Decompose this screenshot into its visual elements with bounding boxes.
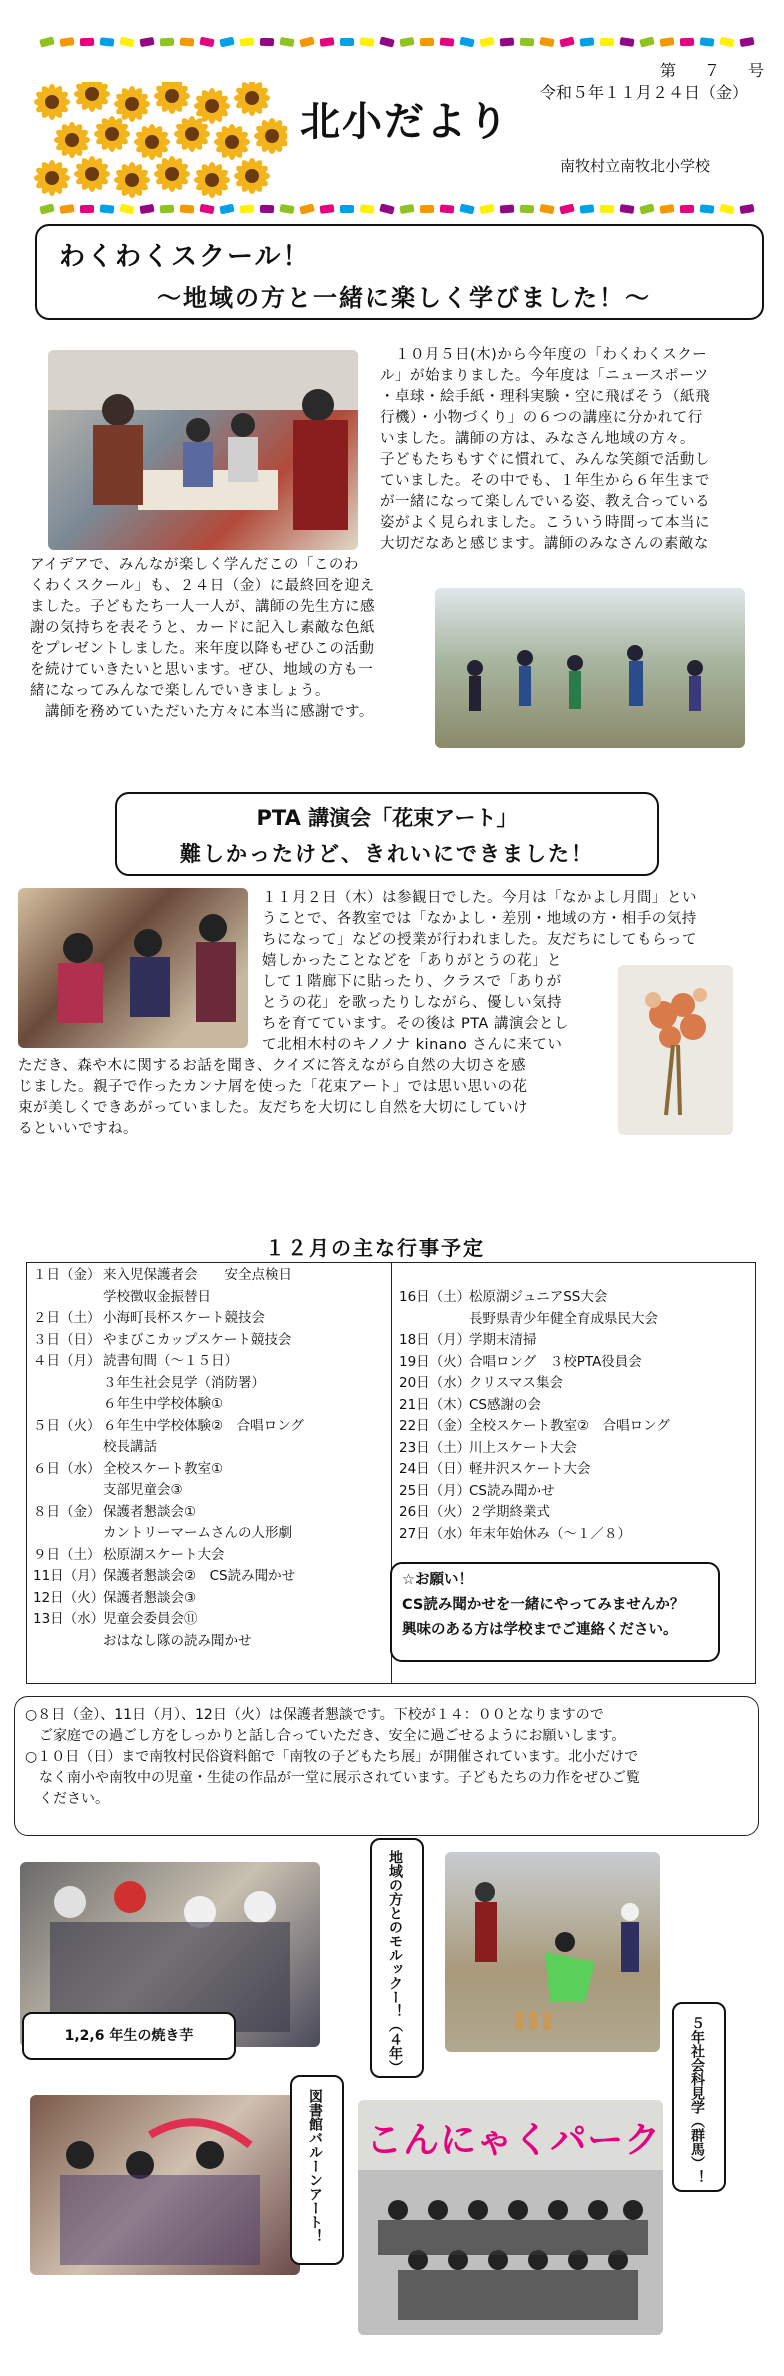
text-line: 行機）・小物づくり」の６つの講座に分かれて行 (380, 410, 703, 426)
balloon-art-photo (30, 2095, 300, 2275)
text-line: １１月２日（木）は参観日でした。今月は「なかよし月間」とい (262, 890, 697, 906)
schedule-event: カントリーマームさんの人形劇 (103, 1525, 292, 1541)
schedule-row (399, 1416, 670, 1438)
confetti-piece (660, 204, 675, 214)
confetti-piece (39, 36, 55, 47)
outdoor-game-photo (435, 588, 745, 748)
schedule-event: クリスマス集会 (469, 1375, 563, 1391)
text-line: とうの花」を歌ったりしながら、優しい気持 (262, 995, 562, 1011)
text-line: が一緒になって楽しんでいる姿、教え合っている (380, 494, 710, 510)
article2-heading-box (115, 792, 659, 876)
schedule-row (399, 1352, 670, 1374)
article2-subheading: 難しかったけど、きれいにできました！ (180, 842, 594, 866)
schedule-row (399, 1395, 670, 1417)
schedule-date: 18日（月） (399, 1332, 471, 1348)
confetti-piece (100, 204, 115, 213)
confetti-piece (680, 38, 694, 46)
confetti-piece (320, 204, 335, 214)
schedule-date: 27日（水） (399, 1525, 471, 1542)
schedule-row (33, 1502, 304, 1524)
confetti-piece (459, 37, 474, 48)
schedule-date (33, 1287, 103, 1309)
confetti-piece (479, 204, 494, 215)
confetti-piece (399, 37, 414, 47)
confetti-piece (639, 203, 655, 214)
text-line: ちを育てています。その後は PTA 講演会とし (262, 1016, 569, 1032)
confetti-piece (399, 204, 414, 214)
schedule-event: 保護者懇談会③ (103, 1589, 197, 1606)
schedule-event: 川上スケート大会 (469, 1439, 577, 1456)
confetti-piece (379, 36, 395, 47)
schedule-row (33, 1330, 304, 1352)
confetti-piece (160, 38, 174, 47)
schedule-date: ９日（土） (33, 1546, 101, 1563)
confetti-piece (139, 204, 154, 214)
schedule-event: 支部児童会③ (103, 1482, 183, 1498)
confetti-piece (279, 37, 294, 47)
text-line: ください。 (25, 1791, 109, 1807)
text-line: 講師を務めていただいた方々に本当に感謝です。 (30, 704, 374, 720)
schedule-date: １日（金） (33, 1267, 101, 1283)
text-line: ル」が始まりました。今年度は「ニュースポーツ (380, 368, 709, 384)
confetti-piece (80, 38, 94, 46)
sunflower (34, 84, 70, 120)
schedule-row (33, 1459, 304, 1481)
confetti-piece (320, 37, 335, 47)
confetti-piece (260, 38, 274, 46)
confetti-piece (459, 204, 474, 215)
confetti-piece (279, 204, 294, 214)
schedule-row (33, 1609, 304, 1631)
caption-molkky (370, 1838, 424, 2078)
confetti-piece (719, 204, 734, 215)
text-line: を続けていきたいと思います。ぜひ、地域の方も一 (30, 662, 374, 678)
confetti-piece (299, 203, 315, 214)
schedule-date: ８日（金） (33, 1503, 101, 1520)
schedule-event: CS感謝の会 (469, 1396, 541, 1413)
confetti-piece (660, 37, 675, 47)
sunflower (34, 160, 70, 196)
confetti-piece (80, 205, 94, 213)
schedule-row (33, 1631, 304, 1653)
text-line: ○８日（金）、11日（月）、12日（火）は保護者懇談です。下校が１４：００となりますので (25, 1707, 604, 1723)
schedule-date: 23日（土） (399, 1439, 471, 1456)
workshop-photo (48, 350, 358, 550)
school-name: 南牧村立南牧北小学校 (560, 157, 711, 175)
schedule-row (33, 1545, 304, 1567)
schedule-event: 軽井沢スケート大会 (469, 1461, 591, 1477)
schedule-date: ５日（火） (33, 1417, 101, 1434)
confetti-piece (600, 38, 614, 46)
text-line: るといいですね。 (18, 1121, 138, 1137)
text-line: ただき、森や木に関するお話を聞き、クイズに答えながら自然の大切さを感 (18, 1058, 526, 1074)
schedule-date: 19日（火） (399, 1353, 471, 1370)
confetti-piece (340, 38, 354, 46)
article1-heading-box (35, 224, 764, 320)
schedule-row (33, 1394, 304, 1416)
confetti-piece (479, 37, 494, 48)
sunflower (194, 162, 230, 198)
text-line: して１階廊下に貼ったり、クラスで「ありが (262, 974, 562, 990)
volunteer-notice (390, 1562, 720, 1662)
schedule-date: 25日（月） (399, 1482, 471, 1499)
text-line: じました。親子で作ったカンナ屑を使った「花束アート」では思い思いの花 (18, 1079, 528, 1095)
flower-art-photo (618, 965, 733, 1135)
confetti-piece (360, 204, 375, 214)
text-line: 緒になってみんなで楽しんでいきましょう。 (30, 683, 330, 699)
confetti-piece (260, 205, 274, 213)
confetti-piece (639, 36, 655, 47)
schedule-event: やまびこカップスケート競技会 (103, 1331, 292, 1348)
confetti-piece (580, 204, 595, 213)
schedule-row (33, 1523, 304, 1545)
sunflower (234, 158, 270, 194)
schedule-row (33, 1287, 304, 1309)
confetti-piece (219, 37, 234, 48)
text-line: 嬉しかったことなどを「ありがとうの花」と (262, 953, 562, 969)
confetti-piece (600, 205, 614, 213)
confetti-piece (100, 37, 115, 46)
schedule-event: 来入児保護者会 安全点検日 (103, 1267, 292, 1283)
schedule-event: ６年生中学校体験① (103, 1396, 224, 1412)
schedule-date: 21日（木） (399, 1396, 471, 1413)
schedule-event: ２学期終業式 (469, 1504, 550, 1520)
notice-line: CS読み聞かせを一緒にやってみませんか？ (402, 1597, 685, 1613)
schedule-row (399, 1373, 670, 1395)
schedule-row (33, 1265, 304, 1287)
article1-subheading: ～地域の方と一緒に楽しく学びました！～ (157, 284, 651, 312)
schedule-row (399, 1287, 670, 1309)
schedule-event: ６年生中学校体験② 合唱ロング (103, 1417, 304, 1434)
schedule-date: 20日（水） (399, 1375, 471, 1391)
confetti-piece (539, 37, 554, 47)
schedule-event: 学校徴収金振替日 (103, 1288, 211, 1305)
confetti-piece (719, 37, 734, 48)
schedule-date (33, 1480, 103, 1502)
schedule-event: 保護者懇談会② CS読み聞かせ (103, 1568, 296, 1584)
caption-balloon (290, 2075, 344, 2265)
schedule-row (399, 1459, 670, 1481)
text-line: ご家庭での過ごし方をしっかりと話し合っていただき、安全に過ごせるようにお願いします。 (25, 1728, 626, 1744)
schedule-date: 12日（火） (33, 1589, 105, 1606)
article2-text-bottom (18, 1056, 618, 1140)
confetti-piece (199, 204, 214, 215)
sunflower (254, 118, 287, 154)
schedule-date: 11日（月） (33, 1568, 105, 1584)
caption-sweet-potato (22, 2012, 236, 2060)
text-line: 子どもたちもすぐに慣れて、みんな笑顔で活動し (380, 452, 710, 468)
text-line: いました。講師の方は、みなさん地域の方々。 (380, 431, 695, 447)
schedule-row (33, 1566, 304, 1588)
schedule-date: ６日（水） (33, 1460, 101, 1477)
text-line: くわくスクール」も、２４日（金）に最終回を迎え (30, 578, 375, 594)
confetti-piece (379, 203, 395, 214)
schedule-row (33, 1588, 304, 1610)
schedule-event: ３年生社会見学（消防署） (103, 1374, 265, 1391)
schedule-date (33, 1523, 103, 1545)
confetti-piece (60, 37, 75, 47)
article1-heading: わくわくスクール！ (59, 242, 311, 272)
text-line: 大切だなあと感じます。講師のみなさんの素敵な (380, 536, 709, 552)
confetti-piece (60, 204, 75, 214)
text-line: ました。子どもたち一人一人が、講師の先生方に感 (30, 599, 375, 615)
sunflower (54, 122, 90, 158)
caption-gunma (672, 2002, 726, 2192)
confetti-piece (180, 38, 195, 47)
schedule-date (33, 1437, 103, 1459)
schedule-event: 学期末清掃 (469, 1332, 537, 1348)
schedule-left-column (33, 1265, 304, 1652)
confetti-piece (360, 37, 375, 47)
sunflower (94, 116, 130, 152)
article1-text-left (30, 555, 430, 723)
schedule-row (33, 1373, 304, 1395)
sunflower (134, 124, 170, 160)
schedule-row (33, 1416, 304, 1438)
text-line: ・卓球・絵手紙・理科実験・空に飛ばそう（紙飛 (380, 389, 710, 405)
text-line: うことで、各教室では「なかよし・差別・地域の方・相手の気持 (262, 911, 697, 927)
notice-line: ☆お願い！ (402, 1572, 473, 1588)
confetti-piece (440, 204, 455, 213)
confetti-piece (559, 204, 574, 215)
text-line: １０月５日(木)から今年度の「わくわくスクー (380, 347, 708, 363)
issue-date: 令和５年１１月２４日（金） (540, 83, 749, 102)
article2-text-top (262, 888, 762, 951)
confetti-piece (700, 37, 715, 46)
schedule-row (33, 1437, 304, 1459)
schedule-event: 年末年始休み（～１／８） (469, 1525, 631, 1542)
schedule-event: CS読み聞かせ (469, 1482, 555, 1499)
confetti-piece (739, 37, 754, 47)
confetti-piece (240, 204, 255, 213)
text-line: 謝の気持ちを表そうと、カードに記入し素敵な色紙 (30, 620, 375, 636)
schedule-event: 松原湖スケート大会 (103, 1546, 225, 1563)
confetti-piece (420, 38, 434, 46)
schedule-date: ２日（土） (33, 1310, 101, 1326)
schedule-row (399, 1524, 670, 1546)
schedule-event: 合唱ロング ３校PTA役員会 (469, 1353, 642, 1370)
schedule-date (33, 1373, 103, 1395)
text-line: て北相木村のキノノナ kinano さんに来てい (262, 1037, 563, 1053)
text-line: 束が美しくできあがっていました。友だちを大切にし自然を大切にしていけ (18, 1100, 528, 1116)
schedule-event: おはなし隊の読み聞かせ (103, 1632, 252, 1649)
schedule-right-column (399, 1287, 670, 1545)
schedule-row (33, 1308, 304, 1330)
schedule-event: 保護者懇談会① (103, 1503, 197, 1520)
confetti-piece (739, 204, 754, 214)
schedule-row (33, 1480, 304, 1502)
newsletter-title: 北小だより (300, 99, 510, 145)
classroom-photo (18, 888, 248, 1048)
schedule-event: 小海町長杯スケート競技会 (103, 1310, 265, 1326)
schedule-title: １２月の主な行事予定 (265, 1236, 485, 1260)
schedule-event: 長野県青少年健全育成県民大会 (469, 1310, 658, 1327)
schedule-date: 24日（日） (399, 1461, 471, 1477)
issue-number: 第 ７ 号 (660, 61, 771, 80)
konnyaku-park-sign: こんにゃくパーク (366, 2120, 662, 2161)
confetti-bottom (40, 205, 760, 215)
confetti-piece (620, 37, 635, 47)
schedule-event: 全校スケート教室① (103, 1460, 224, 1477)
text-line: ていました。その中でも、１年生から６年生まで (380, 473, 710, 489)
sunflower (154, 82, 190, 114)
schedule-date: 22日（金） (399, 1418, 471, 1434)
schedule-date: 26日（火） (399, 1504, 471, 1520)
confetti-piece (440, 37, 455, 46)
confetti-piece (299, 36, 315, 47)
caption-text: 1,2,6 年生の焼き芋 (64, 2028, 194, 2044)
confetti-piece (539, 204, 554, 214)
confetti-piece (620, 204, 635, 214)
sunflower (214, 124, 250, 160)
schedule-row (399, 1481, 670, 1503)
konnyaku-park-photo (358, 2100, 663, 2335)
schedule-date (399, 1309, 469, 1331)
article2-heading: PTA 講演会「花束アート」 (256, 806, 518, 830)
confetti-piece (139, 37, 154, 47)
confetti-piece (680, 205, 694, 213)
confetti-piece (520, 38, 534, 47)
confetti-piece (119, 204, 134, 215)
text-line: アイデアで、みんなが楽しく学んだこの「このわ (30, 557, 359, 573)
molkky-photo (445, 1852, 660, 2052)
sunflower (74, 82, 110, 112)
schedule-row (33, 1351, 304, 1373)
confetti-piece (180, 205, 195, 214)
text-line: ○１０日（日）まで南牧村民俗資料館で「南牧の子どもたち展」が開催されています。北小だけで (25, 1749, 639, 1765)
sunflower (114, 86, 150, 122)
schedule-event: 全校スケート教室② 合唱ロング (469, 1418, 670, 1434)
caption-text: 地域の方とのモルックー！（４年） (387, 1850, 403, 2074)
confetti-piece (520, 205, 534, 214)
schedule-row (399, 1438, 670, 1460)
sunflower (154, 156, 190, 192)
schedule-row (399, 1502, 670, 1524)
schedule-event: 読書旬間（～１５日） (103, 1353, 238, 1369)
schedule-date (33, 1631, 103, 1653)
confetti-piece (39, 203, 55, 214)
schedule-row (399, 1330, 670, 1352)
article1-text-right (380, 345, 760, 555)
confetti-piece (119, 37, 134, 48)
schedule-date: 13日（水） (33, 1611, 105, 1627)
schedule-date: ３日（日） (33, 1331, 101, 1348)
confetti-piece (420, 205, 434, 213)
sunflower (234, 82, 270, 116)
confetti-piece (580, 37, 595, 46)
text-line: をプレゼントしました。来年度以降もぜひこの活動 (30, 641, 375, 657)
schedule-event: 校長講話 (103, 1439, 157, 1455)
caption-text: ５年社会科見学（群馬）！ (689, 2016, 705, 2184)
confetti-piece (219, 204, 234, 215)
confetti-piece (340, 205, 354, 213)
caption-text: 図書館バルーンアート！ (307, 2089, 323, 2243)
sunflower (74, 156, 110, 192)
text-line: 姿がよく見られました。こういう時間って本当に (380, 515, 710, 531)
text-line: なく南小や南牧中の児童・生徒の作品が一堂に展示されています。子どもたちの力作をぜひご覧 (25, 1770, 640, 1786)
notes-box (14, 1696, 759, 1836)
schedule-event: 児童会委員会⑪ (103, 1611, 198, 1627)
sunflower (114, 162, 150, 198)
schedule-date (33, 1394, 103, 1416)
notice-line: 興味のある方は学校までご連絡ください。 (402, 1622, 678, 1638)
schedule-date: ４日（月） (33, 1353, 101, 1369)
schedule-row (399, 1309, 670, 1331)
article2-text-mid (262, 951, 602, 1056)
schedule-event: 松原湖ジュニアSS大会 (469, 1289, 608, 1305)
confetti-piece (700, 204, 715, 213)
schedule-date: 16日（土） (399, 1289, 471, 1305)
confetti-piece (160, 205, 174, 214)
sunflower-illustration (32, 82, 287, 202)
confetti-piece (199, 37, 214, 48)
confetti-piece (559, 37, 574, 48)
confetti-piece (240, 37, 255, 46)
confetti-top (40, 38, 760, 48)
confetti-piece (500, 205, 515, 214)
text-line: ちになって」などの授業が行われました。友だちにしてもらって (262, 932, 697, 948)
confetti-piece (500, 38, 515, 47)
